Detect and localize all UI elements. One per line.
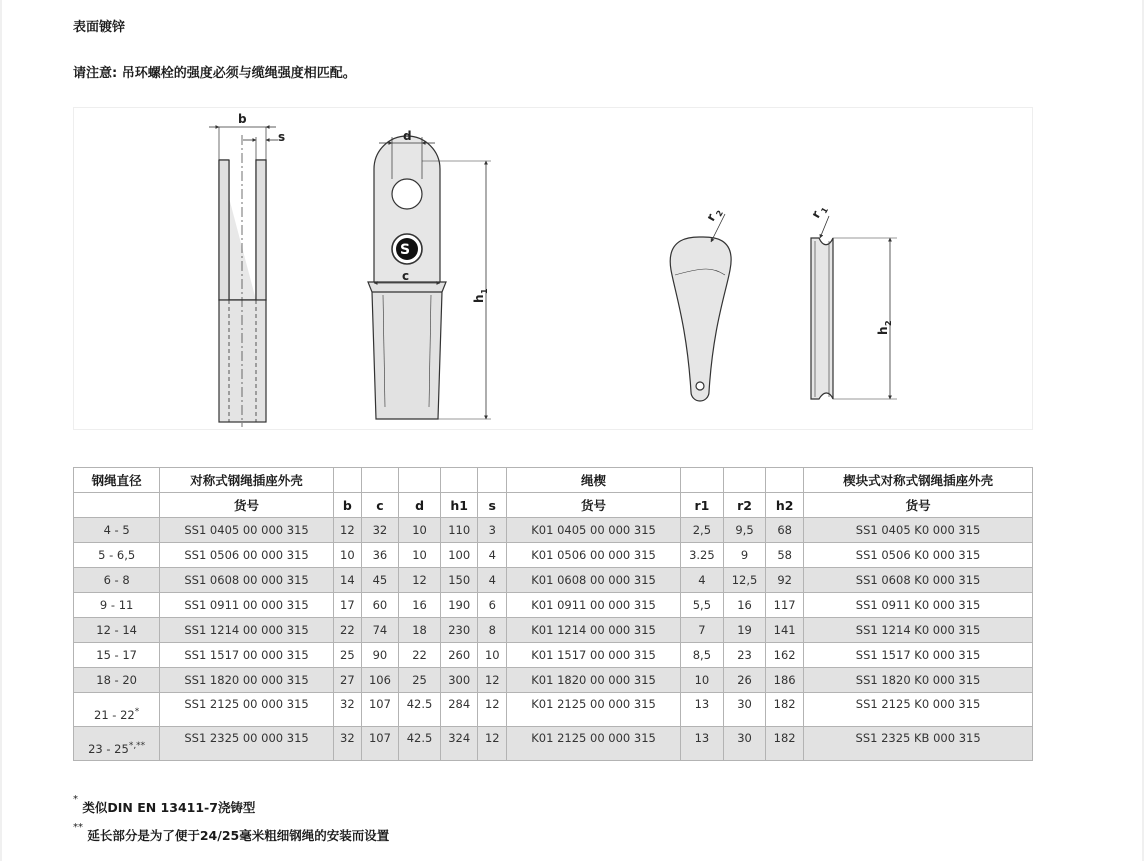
cell-b: 14 [333,568,361,593]
technical-drawing [73,107,1033,430]
cell-b: 10 [333,543,361,568]
cell-c: 45 [361,568,398,593]
cell-art1: SS1 0405 00 000 315 [160,518,334,543]
cell-d: 42.5 [398,693,440,727]
side-view-socket [209,127,278,427]
label-h1-sub: 1 [480,288,489,294]
cell-c: 60 [361,593,398,618]
cell-d: 10 [398,543,440,568]
label-r1-sub: 1 [819,205,830,216]
cell-d: 42.5 [398,727,440,761]
strength-note: 请注意: 吊环螺栓的强度必须与缆绳强度相匹配。 [73,66,356,81]
cell-dia: 21 - 22* [74,693,160,727]
cell-dia: 23 - 25*,** [74,727,160,761]
cell-r1: 8,5 [680,643,723,668]
column-header-row [74,493,1033,518]
cell-c: 36 [361,543,398,568]
table-row [74,727,1033,761]
cell-s: 4 [478,568,507,593]
cell-r1: 13 [680,727,723,761]
cell-h2: 92 [766,568,804,593]
table-row [74,568,1033,593]
table-row [74,693,1033,727]
cell-art3: SS1 0608 K0 000 315 [804,568,1033,593]
cell-art3: SS1 2325 KB 000 315 [804,727,1033,761]
cell-r2: 23 [723,643,765,668]
cell-h2: 117 [766,593,804,618]
cell-s: 12 [478,668,507,693]
cell-r2: 30 [723,727,765,761]
cell-h1: 110 [441,518,478,543]
cell-s: 4 [478,543,507,568]
cell-b: 17 [333,593,361,618]
footnote-1-text: 类似DIN EN 13411-7浇铸型 [82,800,256,815]
col-h1: h1 [441,493,478,518]
col-article3: 货号 [804,493,1033,518]
table-row [74,518,1033,543]
cell-c: 107 [361,727,398,761]
cell-d: 25 [398,668,440,693]
cell-h2: 162 [766,643,804,668]
cell-s: 12 [478,693,507,727]
cell-dia: 12 - 14 [74,618,160,643]
cell-r1: 3.25 [680,543,723,568]
cell-art1: SS1 0506 00 000 315 [160,543,334,568]
col-h2: h2 [766,493,804,518]
cell-c: 106 [361,668,398,693]
table-row [74,668,1033,693]
cell-h2: 182 [766,727,804,761]
group-header-row [74,468,1033,493]
footnote-2-text: 延长部分是为了便于24/25毫米粗细钢绳的安装而设置 [87,828,390,843]
surface-heading: 表面镀锌 [73,20,126,35]
cell-c: 90 [361,643,398,668]
table-row [74,618,1033,643]
cell-art2: K01 0911 00 000 315 [507,593,681,618]
cell-dia: 6 - 8 [74,568,160,593]
cell-b: 25 [333,643,361,668]
cell-r2: 12,5 [723,568,765,593]
cell-art3: SS1 0405 K0 000 315 [804,518,1033,543]
cell-r2: 16 [723,593,765,618]
footnote-2-mark: ** [73,822,83,833]
cell-art1: SS1 1517 00 000 315 [160,643,334,668]
cell-art3: SS1 0911 K0 000 315 [804,593,1033,618]
col-r2: r2 [723,493,765,518]
cell-d: 10 [398,518,440,543]
cell-r1: 13 [680,693,723,727]
cell-dia: 15 - 17 [74,643,160,668]
col-b: b [333,493,361,518]
cell-art1: SS1 0911 00 000 315 [160,593,334,618]
cell-h1: 284 [441,693,478,727]
header-wedge-housing: 楔块式对称式钢绳插座外壳 [804,468,1033,493]
header-housing: 对称式钢绳插座外壳 [160,468,334,493]
cell-h1: 100 [441,543,478,568]
cell-b: 32 [333,693,361,727]
cell-art1: SS1 2125 00 000 315 [160,693,334,727]
cell-h2: 68 [766,518,804,543]
cell-art3: SS1 1214 K0 000 315 [804,618,1033,643]
cell-art1: SS1 1214 00 000 315 [160,618,334,643]
cell-b: 32 [333,727,361,761]
cell-r2: 26 [723,668,765,693]
cell-h2: 186 [766,668,804,693]
label-b: b [238,112,247,126]
col-article1: 货号 [160,493,334,518]
cell-art3: SS1 1820 K0 000 315 [804,668,1033,693]
col-article2: 货号 [507,493,681,518]
cell-r1: 7 [680,618,723,643]
cell-h1: 324 [441,727,478,761]
cell-b: 22 [333,618,361,643]
cell-s: 6 [478,593,507,618]
cell-h2: 182 [766,693,804,727]
header-wedge: 绳楔 [507,468,681,493]
table-row [74,593,1033,618]
cell-h1: 260 [441,643,478,668]
cell-art2: K01 1214 00 000 315 [507,618,681,643]
col-d: d [398,493,440,518]
cell-art2: K01 2125 00 000 315 [507,727,681,761]
cell-art1: SS1 0608 00 000 315 [160,568,334,593]
label-h1: h [472,294,486,303]
cell-s: 8 [478,618,507,643]
logo-letter: S [400,242,411,258]
wedge-view [670,214,731,401]
col-c: c [361,493,398,518]
cell-art3: SS1 0506 K0 000 315 [804,543,1033,568]
cell-art2: K01 2125 00 000 315 [507,693,681,727]
cell-art3: SS1 2125 K0 000 315 [804,693,1033,727]
cell-b: 27 [333,668,361,693]
cell-r1: 5,5 [680,593,723,618]
cell-art2: K01 1820 00 000 315 [507,668,681,693]
cell-art1: SS1 2325 00 000 315 [160,727,334,761]
cell-art2: K01 0608 00 000 315 [507,568,681,593]
cell-dia: 4 - 5 [74,518,160,543]
footnote-1 [73,794,256,816]
cell-r2: 9,5 [723,518,765,543]
col-s: s [478,493,507,518]
footnote-1-mark: * [73,794,78,805]
cell-h1: 190 [441,593,478,618]
label-h2-sub: 2 [884,320,893,326]
label-r1: r [808,208,824,221]
cell-d: 16 [398,593,440,618]
footnote-2 [73,822,390,844]
cell-r2: 19 [723,618,765,643]
cell-dia: 18 - 20 [74,668,160,693]
technical-drawing-panel [73,107,1033,430]
cell-r1: 2,5 [680,518,723,543]
cell-c: 107 [361,693,398,727]
header-diameter: 钢绳直径 [74,468,160,493]
cell-h1: 230 [441,618,478,643]
label-h2: h [876,326,890,335]
cell-dia: 9 - 11 [74,593,160,618]
table-row [74,643,1033,668]
cell-r1: 10 [680,668,723,693]
label-s: s [278,130,286,144]
cell-c: 32 [361,518,398,543]
cell-h1: 300 [441,668,478,693]
cell-b: 12 [333,518,361,543]
label-d: d [403,129,412,143]
label-c: c [402,269,410,283]
label-r2-sub: 2 [714,208,725,219]
cell-s: 3 [478,518,507,543]
spec-table [73,467,1033,761]
left-edge [0,0,2,861]
cell-r1: 4 [680,568,723,593]
cell-h2: 141 [766,618,804,643]
cell-art1: SS1 1820 00 000 315 [160,668,334,693]
front-view-socket [368,136,491,419]
cell-s: 12 [478,727,507,761]
cell-h2: 58 [766,543,804,568]
cell-h1: 150 [441,568,478,593]
cell-dia: 5 - 6,5 [74,543,160,568]
col-r1: r1 [680,493,723,518]
cell-d: 22 [398,643,440,668]
groove-profile-view [811,216,897,399]
cell-art2: K01 0405 00 000 315 [507,518,681,543]
cell-d: 18 [398,618,440,643]
cell-s: 10 [478,643,507,668]
cell-art2: K01 0506 00 000 315 [507,543,681,568]
cell-c: 74 [361,618,398,643]
label-r2: r [703,211,719,224]
cell-art2: K01 1517 00 000 315 [507,643,681,668]
cell-r2: 9 [723,543,765,568]
table-row [74,543,1033,568]
cell-r2: 30 [723,693,765,727]
cell-art3: SS1 1517 K0 000 315 [804,643,1033,668]
cell-d: 12 [398,568,440,593]
